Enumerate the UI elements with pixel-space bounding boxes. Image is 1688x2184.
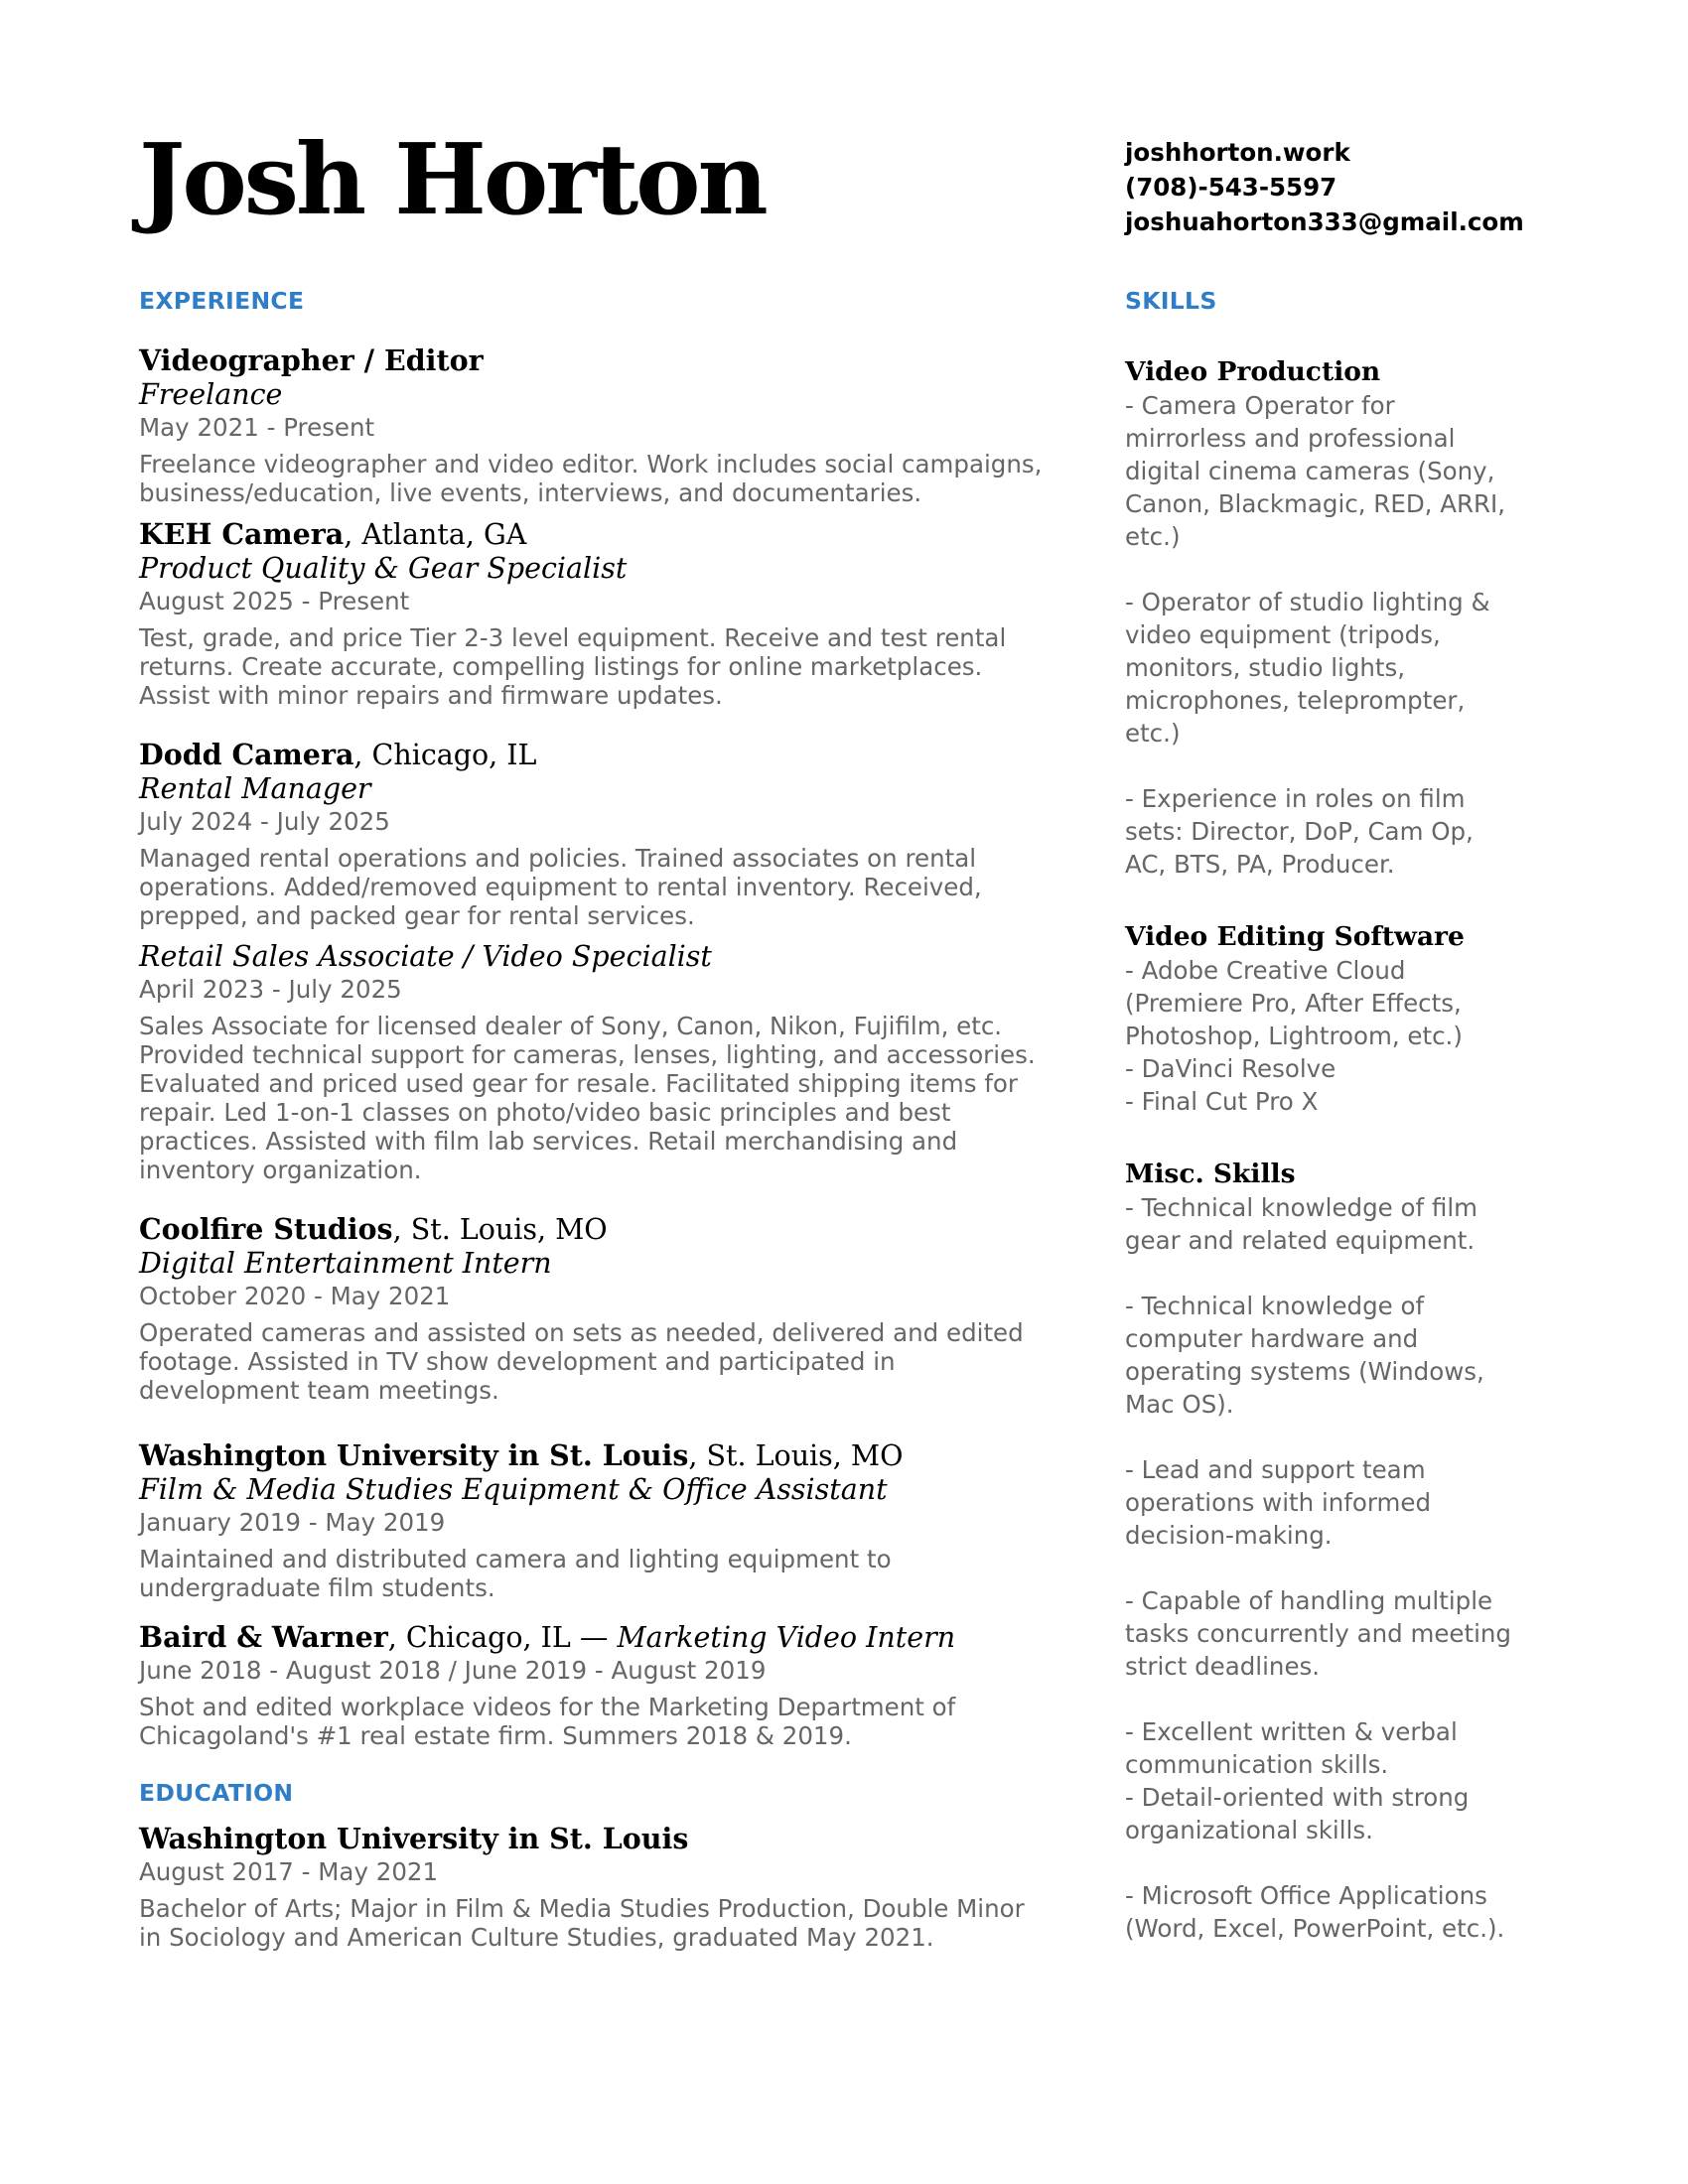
experience-entry-keh-camera [139,517,1053,710]
skill-spacer [1125,750,1562,782]
contact-website: joshhorton.work [1125,138,1350,167]
skill-line: - Operator of studio lighting & [1125,588,1490,616]
skill-line: Mac OS). [1125,1390,1234,1419]
entry-location: , St. Louis, MO [392,1213,608,1246]
entry-description: Managed rental operations and policies. Trained associates on rental operations. Added/removed equipment to rental inventory. Received, prepped, and packed gear for rental services. [139,844,982,930]
entry-description: Bachelor of Arts; Major in Film & Media Studies Production, Double Minor in Sociology and American Culture Studies, graduated May 2021. [139,1894,1025,1952]
experience-entry-dodd-retail [139,940,1053,1184]
skill-line: - DaVinci Resolve [1125,1054,1336,1083]
entry-title [139,1620,1053,1655]
entry-description: Test, grade, and price Tier 2-3 level equipment. Receive and test rental returns. Create accurate, compelling listings for online marketplaces. Assist with minor repairs and firmware updates. [139,623,1007,710]
skill-line: monitors, studio lights, [1125,653,1406,682]
skill-line: decision-making. [1125,1521,1333,1550]
entry-location: , St. Louis, MO [688,1439,904,1472]
skill-group-title: Video Production [1125,356,1381,387]
entry-role: Product Quality & Gear Specialist [139,552,628,585]
entry-org: Videographer / Editor [139,343,484,377]
skill-line: strict deadlines. [1125,1652,1321,1681]
skill-line: etc.) [1125,522,1181,551]
entry-title [139,1438,1053,1473]
entry-role: Digital Entertainment Intern [139,1247,552,1280]
entry-description: Operated cameras and assisted on sets as needed, delivered and edited footage. Assisted in TV show development and participated in development team meetings. [139,1318,1024,1405]
skill-group-title: Video Editing Software [1125,921,1465,952]
skill-group [1125,920,1562,1118]
skill-line: - Technical knowledge of film [1125,1193,1478,1222]
entry-title [139,1212,1053,1247]
skill-line: microphones, teleprompter, [1125,686,1466,715]
skill-line: - Adobe Creative Cloud [1125,956,1406,985]
entry-org: Coolfire Studios [139,1212,393,1246]
skill-line: - Excellent written & verbal [1125,1717,1458,1746]
skill-line: mirrorless and professional [1125,424,1456,453]
experience-entry-dodd-camera [139,738,1053,930]
skill-spacer [1125,1552,1562,1584]
entry-role: Rental Manager [139,772,371,805]
entry-date: August 2017 - May 2021 [139,1857,439,1886]
experience-entry-coolfire [139,1212,1053,1405]
skill-line: tasks concurrently and meeting [1125,1619,1511,1648]
skill-line: communication skills. [1125,1750,1389,1779]
experience-entry-washu [139,1438,1053,1602]
skills-heading: SKILLS [1125,287,1217,315]
entry-title [139,1822,1053,1856]
entry-location: , Chicago, IL [353,739,537,771]
skill-group [1125,1158,1562,1945]
entry-date: October 2020 - May 2021 [139,1282,451,1310]
skill-line: digital cinema cameras (Sony, [1125,457,1495,485]
entry-org: KEH Camera [139,517,345,551]
entry-date: May 2021 - Present [139,413,375,442]
entry-title [139,517,1053,552]
skill-line: gear and related equipment. [1125,1226,1476,1255]
entry-org: Washington University in St. Louis [139,1438,689,1472]
skill-spacer [1125,1257,1562,1290]
skill-spacer [1125,553,1562,586]
entry-org: Washington University in St. Louis [139,1822,689,1855]
entry-description: Sales Associate for licensed dealer of Sony, Canon, Nikon, Fujifilm, etc. Provided technical support for cameras, lenses, lighting, and accessories. Evaluated and priced used gear for resale. Facilitated shipping items for repair. Led 1-on-1 classes on photo/video basic principles and best practices. Assisted with film lab services. Retail merchandising and inventory organization. [139,1012,1036,1184]
skill-line: AC, BTS, PA, Producer. [1125,850,1395,879]
entry-role: Film & Media Studies Equipment & Office Assistant [139,1473,888,1506]
education-heading: EDUCATION [139,1779,294,1807]
skill-spacer [1125,1421,1562,1453]
entry-date: June 2018 - August 2018 / June 2019 - August 2019 [139,1656,767,1685]
experience-heading: EXPERIENCE [139,287,305,315]
experience-entry-baird-warner [139,1620,1053,1750]
skill-line: - Experience in roles on film [1125,784,1466,813]
resume-name: Josh Horton [139,123,766,237]
entry-location: , Chicago, IL — [387,1621,618,1654]
skill-line: - Detail-oriented with strong [1125,1783,1470,1812]
contact-block [1125,135,1602,239]
entry-org: Dodd Camera [139,738,354,771]
skill-line: (Word, Excel, PowerPoint, etc.). [1125,1914,1505,1943]
entry-title [139,343,1053,378]
skill-group [1125,355,1562,881]
skill-line: etc.) [1125,719,1181,748]
entry-date: January 2019 - May 2019 [139,1508,446,1537]
skill-spacer [1125,1846,1562,1879]
skill-line: operations with informed [1125,1488,1432,1517]
skill-line: organizational skills. [1125,1816,1373,1844]
entry-title [139,738,1053,772]
entry-role: Retail Sales Associate / Video Specialist [139,940,712,973]
entry-role: Freelance [139,378,283,411]
skill-line: Canon, Blackmagic, RED, ARRI, [1125,489,1506,518]
entry-description: Freelance videographer and video editor. Work includes social campaigns, business/education, live events, interviews, and documentaries. [139,450,1043,507]
entry-date: April 2023 - July 2025 [139,975,402,1004]
entry-inline-role: Marketing Video Intern [617,1621,956,1654]
skill-spacer [1125,1683,1562,1715]
contact-email: joshuahorton333@gmail.com [1125,207,1524,236]
skill-line: video equipment (tripods, [1125,620,1441,649]
entry-description: Shot and edited workplace videos for the Marketing Department of Chicagoland's #1 real estate firm. Summers 2018 & 2019. [139,1693,956,1750]
skill-line: operating systems (Windows, [1125,1357,1484,1386]
skill-line: - Final Cut Pro X [1125,1087,1319,1116]
experience-entry-freelance [139,343,1053,507]
skill-line: sets: Director, DoP, Cam Op, [1125,817,1474,846]
skill-line: computer hardware and [1125,1324,1419,1353]
entry-org: Baird & Warner [139,1620,388,1654]
skill-line: - Microsoft Office Applications [1125,1881,1487,1910]
entry-date: August 2025 - Present [139,587,410,615]
skill-line: (Premiere Pro, After Effects, [1125,989,1462,1018]
contact-phone: (708)-543-5597 [1125,173,1337,202]
skills-groups [1125,355,1562,1945]
skill-line: - Lead and support team [1125,1455,1426,1484]
skill-line: Photoshop, Lightroom, etc.) [1125,1022,1463,1050]
skill-line: - Capable of handling multiple [1125,1586,1493,1615]
skill-line: - Technical knowledge of [1125,1292,1425,1320]
left-column [139,286,1053,1952]
skill-line: - Camera Operator for [1125,391,1395,420]
right-column [1125,286,1562,1945]
entry-location: , Atlanta, GA [344,518,527,551]
entry-date: July 2024 - July 2025 [139,807,390,836]
education-entry-washu [139,1822,1053,1952]
skill-group-title: Misc. Skills [1125,1159,1296,1189]
entry-description: Maintained and distributed camera and lighting equipment to undergraduate film students. [139,1545,892,1602]
